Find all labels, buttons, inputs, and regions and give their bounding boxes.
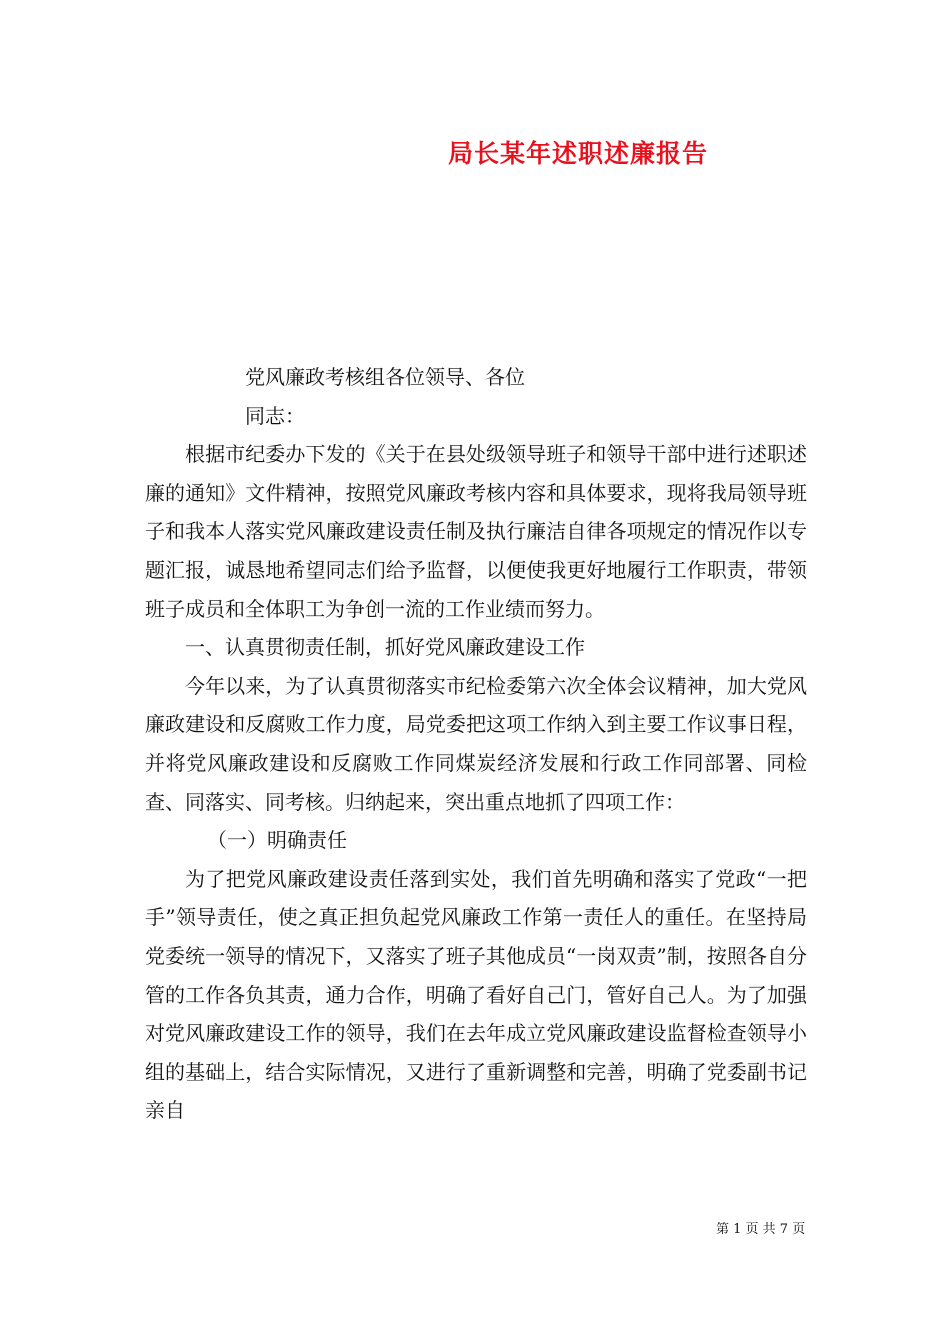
document-body <box>145 358 807 1130</box>
document-title: 局长某年述职述廉报告 <box>448 139 709 168</box>
section-heading-1: 一、认真贯彻责任制，抓好党风廉政建设工作 <box>185 635 585 660</box>
paragraph-section-1: 今年以来，为了认真贯彻落实市纪检委第六次全体会议精神，加大党风廉政建设和反腐败工作力度，局党委把这项工作纳入到主要工作议事日程，并将党风廉政建设和反腐败工作同煤炭经济发展和行政工作同部署、同检查、同落实、同考核。归纳起来，突出重点地抓了四项工作： <box>145 673 807 814</box>
page-number: 第 1 页 共 7 页 <box>716 1222 806 1237</box>
salutation-line-2: 同志： <box>245 403 305 428</box>
subsection-heading-1: （一）明确责任 <box>207 828 347 853</box>
salutation-line-1: 党风廉政考核组各位领导、各位 <box>245 365 525 389</box>
paragraph-subsection-1: 为了把党风廉政建设责任落到实处，我们首先明确和落实了党政“一把手”领导责任，使之真正担负起党风廉政工作第一责任人的重任。在坚持局党委统一领导的情况下，又落实了班子其他成员“一岗双责”制，按照各自分管的工作各负其责，通力合作，明确了看好自己门，管好自己人。为了加强对党风廉政建设工作的领导，我们在去年成立党风廉政建设监督检查领导小组的基础上，结合实际情况，又进行了重新调整和完善，明确了党委副书记亲自 <box>145 866 807 1123</box>
paragraph-intro: 根据市纪委办下发的《关于在县处级领导班子和领导干部中进行述职述廉的通知》文件精神，按照党风廉政考核内容和具体要求，现将我局领导班子和我本人落实党风廉政建设责任制及执行廉洁自律各项规定的情况作以专题汇报，诚恳地希望同志们给予监督，以便使我更好地履行工作职责，带领班子成员和全体职工为争创一流的工作业绩而努力。 <box>145 442 807 621</box>
